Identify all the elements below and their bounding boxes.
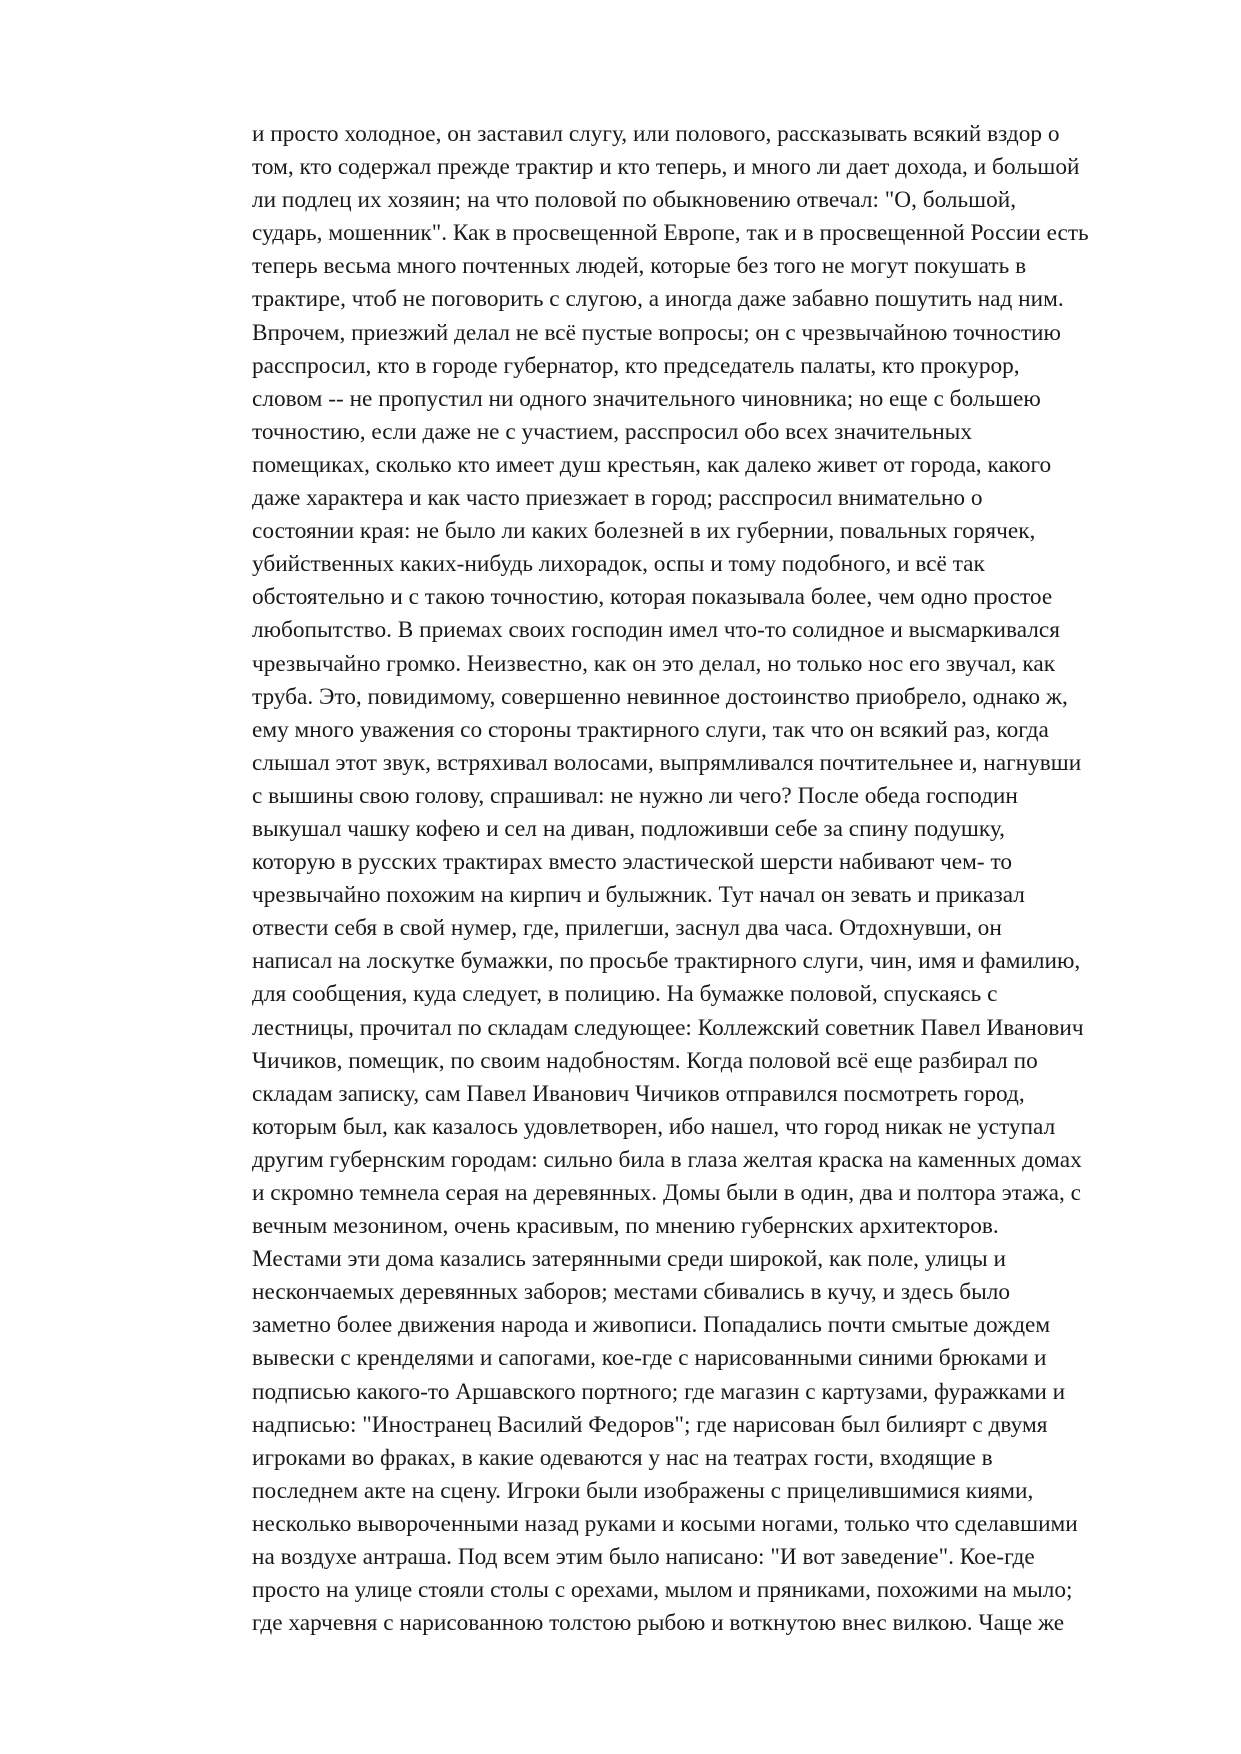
text-line: просто на улице стояли столы с орехами, мылом и пряниками, похожими на мыло; xyxy=(252,1577,1073,1604)
text-line: том, кто содержал прежде трактир и кто теперь, и много ли дает дохода, и большой xyxy=(252,154,1080,181)
text-line: последнем акте на сцену. Игроки были изображены с прицелившимися киями, xyxy=(252,1477,1034,1504)
text-line: подписью какого-то Аршавского портного; где магазин с картузами, фуражками и xyxy=(252,1378,1066,1405)
text-line: теперь весьма много почтенных людей, которые без того не могут покушать в xyxy=(252,253,1027,280)
text-line: даже характера и как часто приезжает в город; расспросил внимательно о xyxy=(252,485,983,512)
text-line: другим губернским городам: сильно била в глаза желтая краска на каменных домах xyxy=(252,1146,1082,1173)
text-line: ли подлец их хозяин; на что половой по обыкновению отвечал: "О, большой, xyxy=(252,187,1017,214)
text-line: ему много уважения со стороны трактирного слуги, так что он всякий раз, когда xyxy=(252,716,1049,743)
text-line: написал на лоскутке бумажки, по просьбе трактирного слуги, чин, имя и фамилию, xyxy=(252,948,1081,975)
text-line: выкушал чашку кофею и сел на диван, подложивши себе за спину подушку, xyxy=(252,815,1005,842)
text-line: и скромно темнела серая на деревянных. Домы были в один, два и полтора этажа, с xyxy=(252,1180,1081,1206)
text-line: и просто холодное, он заставил слугу, или полового, рассказывать всякий вздор о xyxy=(252,121,1060,147)
text-line: Впрочем, приезжий делал не всё пустые вопросы; он с чрезвычайною точностию xyxy=(252,319,1061,346)
text-line: с вышины свою голову, спрашивал: не нужно ли чего? После обеда господин xyxy=(252,782,1018,809)
text-line: лестницы, прочитал по складам следующее: Коллежский советник Павел Иванович xyxy=(252,1014,1084,1041)
text-line: заметно более движения народа и живописи. Попадались почти смытые дождем xyxy=(252,1312,1051,1339)
text-line: вечным мезонином, очень красивым, по мнению губернских архитекторов. xyxy=(252,1213,999,1240)
text-line: сударь, мошенник". Как в просвещенной Европе, так и в просвещенной России есть xyxy=(252,220,1089,247)
text-line: словом -- не пропустил ни одного значительного чиновника; но еще с большею xyxy=(252,385,1041,412)
text-line: надписью: "Иностранец Василий Федоров"; где нарисован был билиярт с двумя xyxy=(252,1411,1048,1438)
text-line: отвести себя в свой нумер, где, прилегши, заснул два часа. Отдохнувши, он xyxy=(252,915,1002,942)
text-line: для сообщения, куда следует, в полицию. На бумажке половой, спускаясь с xyxy=(252,981,998,1008)
text-line: Чичиков, помещик, по своим надобностям. Когда половой всё еще разбирал по xyxy=(252,1047,1038,1074)
text-line: вывески с кренделями и сапогами, кое-где с нарисованными синими брюками и xyxy=(252,1345,1047,1372)
text-line: Местами эти дома казались затерянными среди широкой, как поле, улицы и xyxy=(252,1246,1006,1273)
text-line: труба. Это, повидимому, совершенно невинное достоинство приобрело, однако ж, xyxy=(252,683,1068,710)
text-line: нескончаемых деревянных заборов; местами сбивались в кучу, и здесь было xyxy=(252,1279,1011,1306)
text-line: которую в русских трактирах вместо эластической шерсти набивают чем- то xyxy=(252,849,1012,876)
text-line: которым был, как казалось удовлетворен, ибо нашел, что город никак не уступал xyxy=(252,1113,1056,1140)
text-line: где харчевня с нарисованною толстою рыбою и воткнутою внес вилкою. Чаще же xyxy=(252,1610,1065,1637)
text-line: убийственных каких-нибудь лихорадок, оспы и тому подобного, и всё так xyxy=(252,551,985,578)
text-line: расспросил, кто в городе губернатор, кто председатель палаты, кто прокурор, xyxy=(252,352,1020,379)
text-line: трактире, чтоб не поговорить с слугою, а иногда даже забавно пошутить над ним. xyxy=(252,286,1064,313)
text-line: точностию, если даже не с участием, расспросил обо всех значительных xyxy=(252,418,972,445)
text-line: чрезвычайно громко. Неизвестно, как он это делал, но только нос его звучал, как xyxy=(252,650,1056,677)
body-text xyxy=(252,118,1152,1640)
text-line: складам записку, сам Павел Иванович Чичиков отправился посмотреть город, xyxy=(252,1080,1025,1107)
text-line: несколько вывороченными назад руками и косыми ногами, только что сделавшими xyxy=(252,1510,1078,1537)
text-line: на воздухе антраша. Под всем этим было написано: "И вот заведение". Кое-где xyxy=(252,1544,1035,1571)
text-line: состоянии края: не было ли каких болезней в их губернии, повальных горячек, xyxy=(252,518,1036,545)
text-line: слышал этот звук, встряхивал волосами, выпрямливался почтительнее и, нагнувши xyxy=(252,749,1082,776)
text-line: помещиках, сколько кто имеет душ крестьян, как далеко живет от города, какого xyxy=(252,451,1052,478)
text-line: чрезвычайно похожим на кирпич и булыжник. Тут начал он зевать и приказал xyxy=(252,882,1025,909)
text-line: игроками во фраках, в какие одеваются у нас на театрах гости, входящие в xyxy=(252,1444,993,1471)
text-line: обстоятельно и с такою точностию, которая показывала более, чем одно простое xyxy=(252,584,1053,611)
text-line: любопытство. В приемах своих господин имел что-то солидное и высмаркивался xyxy=(252,617,1060,644)
